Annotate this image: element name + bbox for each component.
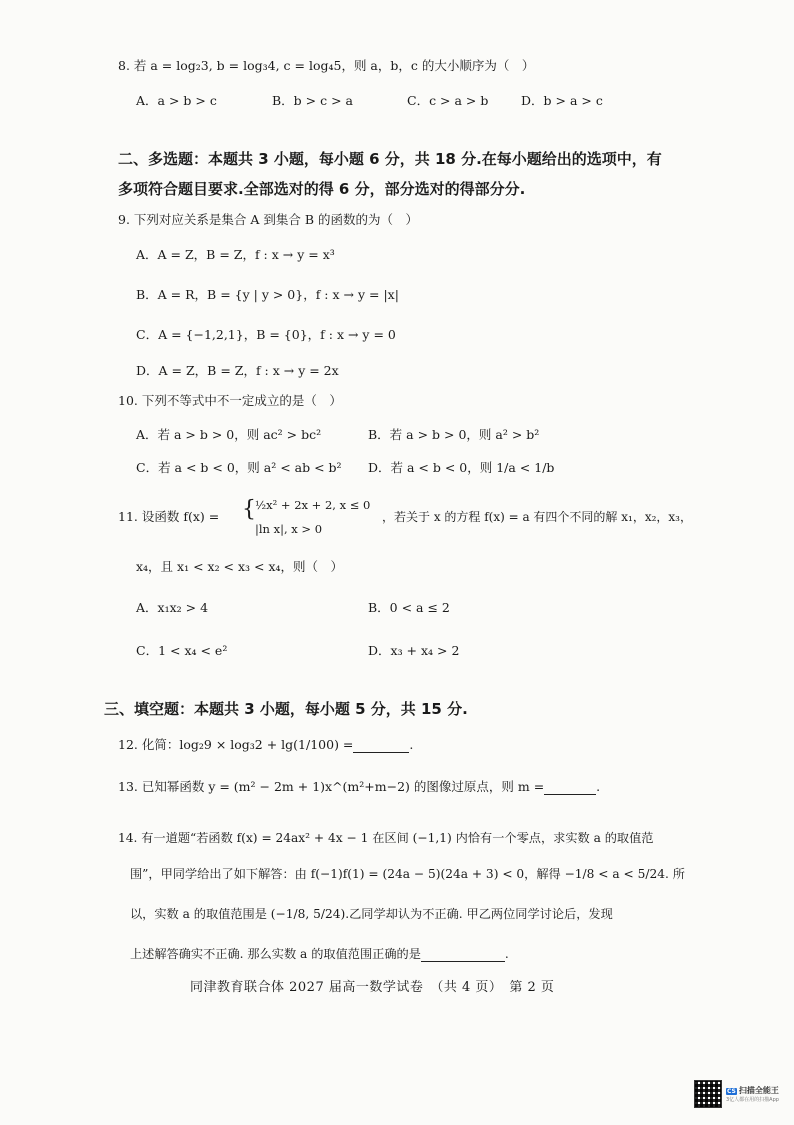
q9-option-c: C．A = {−1,2,1}，B = {0}，f : x → y = 0: [136, 327, 396, 342]
q14-line3: 以，实数 a 的取值范围是 (−1/8, 5/24).乙同学却认为不正确. 甲乙两位同学讨论后，发现: [130, 907, 613, 921]
q9-option-b: B．A = R，B = {y | y > 0}，f : x → y = |x|: [136, 287, 399, 302]
q10-stem: 10. 下列不等式中不一定成立的是（ ）: [118, 393, 342, 408]
q14-line1: 14. 有一道题“若函数 f(x) = 24ax² + 4x − 1 在区间 (−1,1) 内恰有一个零点，求实数 a 的取值范: [118, 831, 654, 845]
q11-option-d: D．x₃ + x₄ > 2: [368, 643, 460, 658]
stamp-sub: 3亿人都在用的扫描App: [726, 1097, 779, 1103]
q12-line: [118, 737, 413, 753]
q11-option-a: A．x₁x₂ > 4: [136, 600, 209, 615]
q8-option-a: A．a > b > c: [136, 93, 217, 108]
q10-option-c: C．若 a < b < 0，则 a² < ab < b²: [136, 460, 342, 475]
camscanner-logo-icon: CS: [727, 1088, 736, 1095]
q8-option-b: B．b > c > a: [272, 93, 353, 108]
q12-answer-blank[interactable]: [353, 738, 409, 753]
q9-stem: 9. 下列对应关系是集合 A 到集合 B 的函数的为（ ）: [118, 212, 419, 227]
q11-brace: {: [242, 497, 256, 522]
q9-option-a: A．A = Z，B = Z，f : x → y = x³: [136, 247, 335, 262]
q11-suffix: ，若关于 x 的方程 f(x) = a 有四个不同的解 x₁，x₂，x₃，: [382, 510, 692, 524]
q11-line2: x₄，且 x₁ < x₂ < x₃ < x₄，则（ ）: [136, 559, 344, 574]
q10-option-b: B．若 a > b > 0，则 a² > b²: [368, 427, 540, 442]
q8-option-c: C．c > a > b: [407, 93, 489, 108]
q12-stem: 12. 化简：log₂9 × log₃2 + lg(1/100) =: [118, 737, 354, 752]
q9-option-d: D．A = Z，B = Z，f : x → y = 2x: [136, 363, 339, 378]
q13-answer-blank[interactable]: [544, 780, 596, 795]
q8-option-d: D．b > a > c: [521, 93, 603, 108]
q10-option-a: A．若 a > b > 0，则 ac² > bc²: [136, 427, 322, 442]
q14-end: .: [504, 947, 509, 961]
scanner-watermark: [694, 1078, 788, 1110]
section2-line2: 多项符合题目要求.全部选对的得 6 分，部分选对的得部分分.: [118, 180, 526, 198]
q11-prefix: 11. 设函数 f(x) =: [118, 509, 220, 524]
q14-answer-blank[interactable]: [421, 947, 505, 962]
q13-stem: 13. 已知幂函数 y = (m² − 2m + 1)x^(m²+m−2) 的图像过原点，则 m =: [118, 779, 545, 794]
page-footer: 同津教育联合体 2027 届高一数学试卷 （共 4 页） 第 2 页: [190, 980, 555, 995]
qr-code-icon: [694, 1080, 722, 1108]
q11-case2: |ln x|, x > 0: [255, 522, 323, 536]
q14-line4-wrap: [130, 946, 509, 962]
section2-line1: 二、多选题：本题共 3 小题，每小题 6 分，共 18 分.在每小题给出的选项中，有: [118, 150, 662, 168]
q11-option-b: B．0 < a ≤ 2: [368, 600, 450, 615]
q8-stem: 8. 若 a = log₂3, b = log₃4, c = log₄5，则 a，b，c 的大小顺序为（ ）: [118, 58, 535, 73]
q13-line: [118, 779, 600, 795]
q14-line4: 上述解答确实不正确. 那么实数 a 的取值范围正确的是: [130, 947, 421, 961]
stamp-brand: 扫描全能王: [738, 1086, 779, 1095]
q10-option-d: D．若 a < b < 0，则 1/a < 1/b: [368, 460, 555, 475]
q14-line2: 围”，甲同学给出了如下解答：由 f(−1)f(1) = (24a − 5)(24a + 3) < 0，解得 −1/8 < a < 5/24. 所: [130, 867, 685, 881]
q13-end: .: [596, 779, 601, 794]
section3-title: 三、填空题：本题共 3 小题，每小题 5 分，共 15 分.: [104, 700, 468, 718]
q11-option-c: C．1 < x₄ < e²: [136, 643, 228, 658]
q12-end: .: [409, 737, 414, 752]
q11-case1: ½x² + 2x + 2, x ≤ 0: [255, 498, 371, 512]
